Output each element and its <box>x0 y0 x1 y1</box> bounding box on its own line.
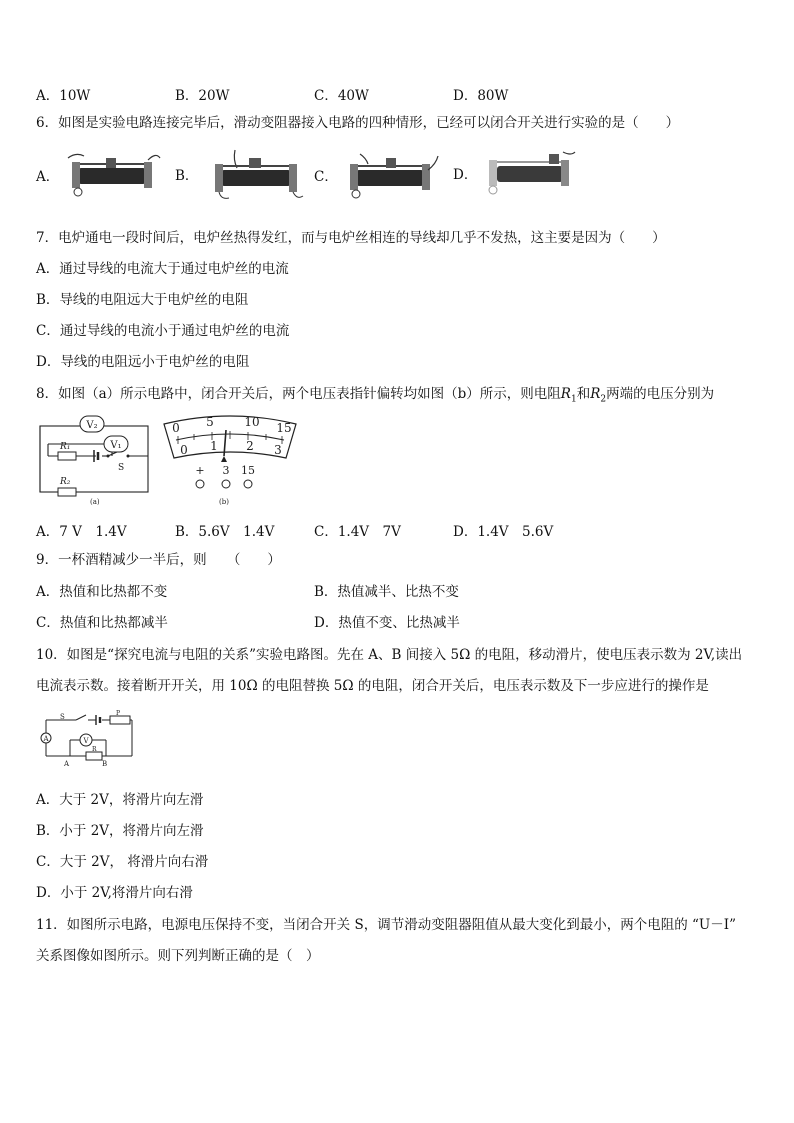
q5-option-c: C．40W <box>314 88 369 104</box>
top-scale-10: 10 <box>244 415 260 429</box>
q7-option-b: B．导线的电阻远大于电炉丝的电阻 <box>36 292 249 308</box>
q10-stem-line1: 10．如图是“探究电流与电阻的关系”实验电路图。先在 A、B 间接入 5Ω 的电阻，移动滑片，使电压表示数为 2V,读出 <box>36 647 743 663</box>
q11-stem-line1: 11．如图所示电路，电源电压保持不变，当闭合开关 S，调节滑动变阻器阻值从最大变化到最小，两个电阻的 “U－I” <box>36 917 737 933</box>
q8-option-c: C．1.4V 7V <box>314 524 401 540</box>
q8-option-b: B．5.6V 1.4V <box>175 524 275 540</box>
q9-stem: 9．一杯酒精减少一半后，则 （ ） <box>36 552 281 568</box>
q8-option-d: D．1.4V 5.6V <box>453 524 554 540</box>
q11-stem-line2: 关系图像如图所示。则下列判断正确的是（ ） <box>36 948 320 964</box>
q8-stem-part1: 8．如图（a）所示电路中，闭合开关后，两个电压表指针偏转均如图（b）所示，则电阻 <box>36 386 561 402</box>
q8-voltmeter-figure-b <box>160 414 300 506</box>
r1-symbol: R <box>560 386 571 402</box>
rheostat-c-image <box>340 150 440 200</box>
ammeter-label: A <box>43 735 49 743</box>
v2-label: V₂ <box>86 420 98 431</box>
r2-label: R₂ <box>60 477 71 487</box>
rheostat-a-image <box>62 150 162 200</box>
voltmeter-label: V <box>83 737 89 745</box>
q8-option-a: A．7 V 1.4V <box>36 524 127 540</box>
switch-label: S <box>118 463 125 473</box>
q6-stem: 6．如图是实验电路连接完毕后，滑动变阻器接入电路的四种情形，已经可以闭合开关进行实验的是（ ） <box>36 115 680 131</box>
q6-label-d: D． <box>453 167 478 183</box>
q7-option-c: C．通过导线的电流小于通过电炉丝的电流 <box>36 323 290 339</box>
q6-option-d <box>453 148 579 198</box>
q10-option-d: D．小于 2V,将滑片向右滑 <box>36 885 193 901</box>
q5-option-d: D．80W <box>453 88 509 104</box>
top-scale-5: 5 <box>206 415 214 429</box>
q5-option-a: A．10W <box>36 88 91 104</box>
q7-option-a: A．通过导线的电流大于通过电炉丝的电流 <box>36 261 289 277</box>
terminal-15 <box>244 480 252 488</box>
q10-stem-line2: 电流表示数。接着断开开关，用 10Ω 的电阻替换 5Ω 的电阻，闭合开关后，电压表示数及下一步应进行的操作是 <box>36 678 709 694</box>
switch-s-label: S <box>60 713 65 721</box>
q6-option-b <box>175 146 307 201</box>
q6-option-c <box>314 150 440 200</box>
q6-label-c: C． <box>314 169 338 185</box>
r2-subscript: 2 <box>600 394 607 405</box>
q7-option-d: D．导线的电阻远小于电炉丝的电阻 <box>36 354 250 370</box>
q6-label-b: B． <box>175 167 199 184</box>
q7-stem: 7．电炉通电一段时间后，电炉丝热得发红，而与电炉丝相连的导线却几乎不发热，这主要是因为（ ） <box>36 230 666 246</box>
q8-circuit-figure-a <box>36 414 156 506</box>
q9-option-d: D．热值不变、比热减半 <box>314 615 460 631</box>
q8-stem-part2: 两端的电压分别为 <box>606 386 715 402</box>
r1-label: R₁ <box>60 442 71 452</box>
bottom-scale-3: 3 <box>274 443 282 457</box>
slider-p-label: P <box>116 710 121 717</box>
terminal-a-label: A <box>64 760 70 768</box>
bottom-scale-1: 1 <box>210 439 218 453</box>
terminal-15-label: 15 <box>241 464 255 477</box>
top-scale-15: 15 <box>276 421 292 435</box>
bottom-scale-0: 0 <box>180 443 188 457</box>
q9-option-c: C．热值和比热都减半 <box>36 615 168 631</box>
q8-and: 和 <box>576 386 591 402</box>
q10-option-c: C．大于 2V， 将滑片向右滑 <box>36 854 209 870</box>
figure-b-caption: (b) <box>219 498 229 506</box>
q10-circuit-figure <box>36 710 136 770</box>
rheostat-d-image <box>479 148 579 198</box>
q9-option-b: B．热值减半、比热不变 <box>314 584 459 600</box>
q9-option-a: A．热值和比热都不变 <box>36 584 168 600</box>
q5-option-b: B．20W <box>175 88 230 104</box>
r2-symbol: R <box>590 386 601 402</box>
terminal-3 <box>222 480 230 488</box>
terminal-3-label: 3 <box>222 464 230 477</box>
terminal-plus-label: + <box>195 464 205 477</box>
r1-subscript: 1 <box>570 394 577 405</box>
terminal-plus <box>196 480 204 488</box>
q10-option-b: B．小于 2V，将滑片向左滑 <box>36 823 204 839</box>
v1-label: V₁ <box>110 440 122 451</box>
q10-option-a: A．大于 2V，将滑片向左滑 <box>36 792 204 808</box>
bottom-scale-2: 2 <box>246 439 254 453</box>
q6-label-a: A． <box>36 169 60 185</box>
q8-stem <box>36 385 714 409</box>
terminal-b-label: B <box>102 760 108 768</box>
top-scale-0: 0 <box>172 421 180 435</box>
resistor-r-label: R <box>92 746 97 753</box>
figure-a-caption: (a) <box>90 498 100 506</box>
rheostat-b-image <box>207 146 307 201</box>
q6-option-a <box>36 150 162 200</box>
